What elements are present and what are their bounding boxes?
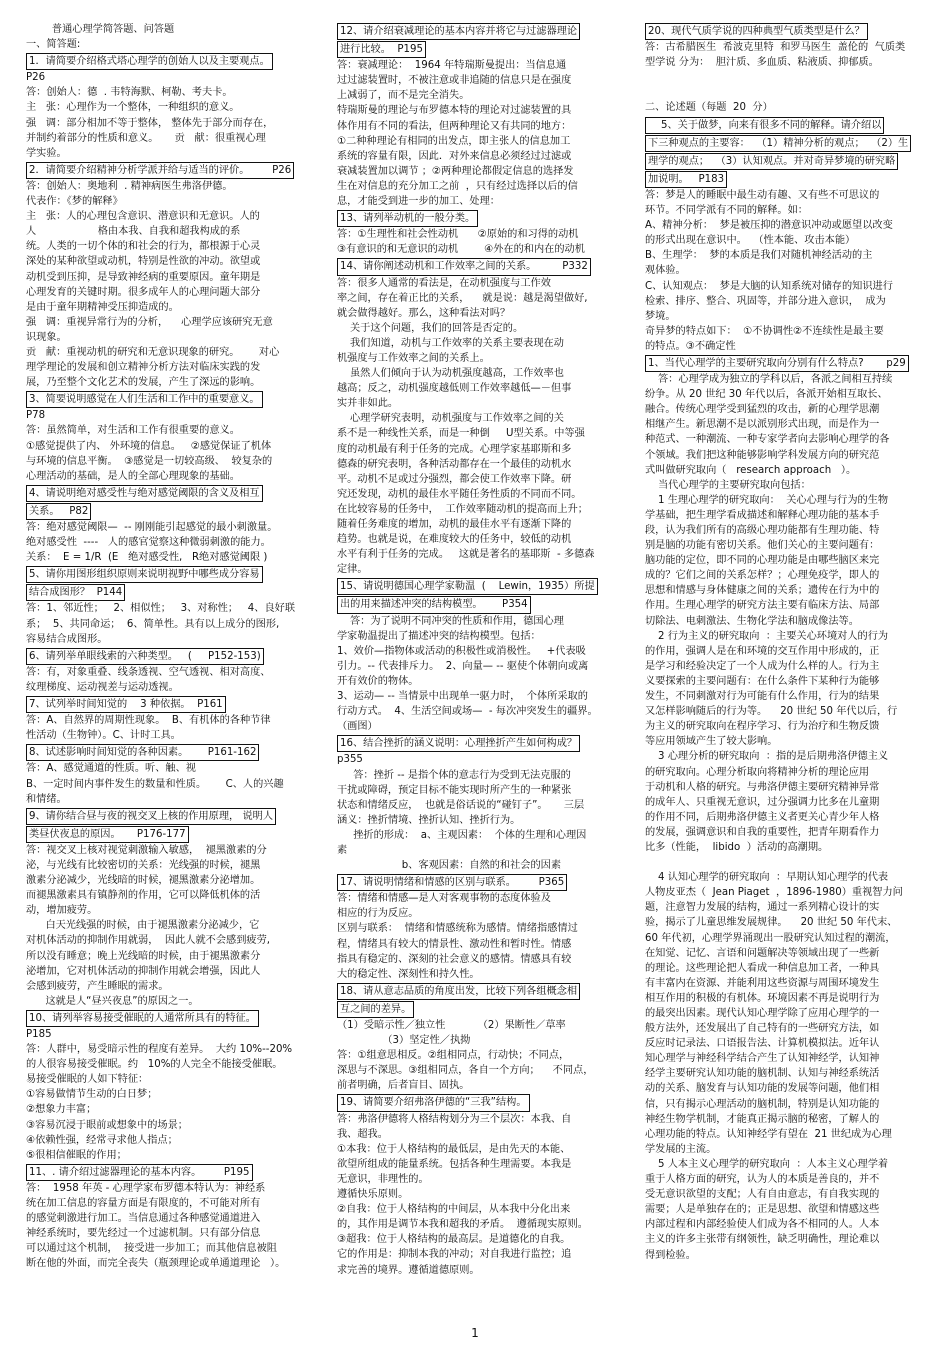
text-line: 的研究取向。心理分析取向将精神分析的理论应用 — [645, 766, 870, 778]
text-line: 的作用不同，后期弗洛伊德主义者更关心青少年人格 — [645, 811, 880, 823]
text-line: 它的作用是：抑制本我的冲动；对自我进行监控；追 — [337, 1249, 572, 1261]
text-line: 答：视交叉上核对视觉刺激输入敏感， 褪黑激素的分 — [26, 844, 267, 856]
text-line: 的发展，强调意识和自我的重要性，把青年期看作力 — [645, 826, 880, 838]
question-heading — [26, 695, 316, 713]
question-heading — [26, 484, 316, 502]
text-line: 验，揭示了儿童思维发展规律。 20 世纪 50 年代末、 — [645, 917, 898, 929]
text-line: 展，乃至整个文化艺术的发展，产生了深远的影响。 — [26, 377, 261, 389]
text-line: 所以没有睡意；晚上光线暗的时候，由于褪黑激素分 — [26, 950, 261, 962]
text-line: 心理功能的特点。认知神经学有望在 21 世纪成为心理 — [645, 1128, 892, 1140]
question-heading — [26, 390, 316, 408]
question-box: 3、简要说明感觉在人们生活和工作中的重要意义。 — [26, 391, 263, 408]
text-line: 机强度与工作效率之间的关系上。 — [337, 352, 490, 364]
question-heading — [26, 161, 316, 179]
text-line: 的人很容易接受催眠。约 10%的人完全不能接受催眠。 — [26, 1059, 283, 1071]
question-box: 13、请列举动机的一般分类。 — [337, 210, 478, 227]
text-line: 为主义的研究取向在程序学习、行为治疗和生物反馈 — [645, 721, 880, 733]
text-line: 行动方式。 4、生活空间或场— - 每次冲突发生的疆界。 — [337, 706, 598, 718]
text-line: 得到检验。 — [645, 1249, 696, 1261]
text-line: （3）坚定性／执拗 — [337, 1035, 471, 1047]
question-box: 1．请简要介绍格式塔心理学的创始人以及主要观点。 — [26, 53, 273, 70]
question-box: 2．请简要介绍精神分析学派并给与适当的评价。 P26 — [26, 162, 294, 179]
text-line: 5 人本主义心理学的研究取向 ：人本主义心理学着 — [645, 1158, 889, 1170]
text-line: 答： 1958 年英 - 心理学家布罗德本特认为：神经系 — [26, 1182, 266, 1194]
text-line: 1、效价—指物体或活动的积极性或消极性。 +代表吸 — [337, 645, 586, 657]
text-line: 水平有利于任务的完成。 这就是著名的基耶斯 - 多德森 — [337, 549, 595, 561]
text-line: ⑤很相信催眠的作用； — [26, 1149, 127, 1161]
text-line: 泌，与光线有比较密切的关系：光线强的时候，褪黑 — [26, 859, 261, 871]
text-line: 心理学研究表明，动机强度与工作效率之间的关 — [337, 413, 564, 425]
text-line: 求完善的境界。遵循道德原则。 — [337, 1264, 480, 1276]
text-line: 个领域。我们把这种能够影响学科发展方向的研究范 — [645, 449, 880, 461]
text-line: 究还发现，动机的最佳水平随任务性质的不同而不同。 — [337, 488, 582, 500]
text-line: ③有意识的和无意识的动机 ④外在的和内在的动机 — [337, 244, 585, 256]
text-line: 学家勒温提出了描述冲突的结构模型。包括： — [337, 630, 541, 642]
text-line: 定律。 — [337, 564, 368, 576]
text-line: 关系： E = 1/R (E 绝对感受性, R绝对感觉阈限 ) — [26, 552, 268, 564]
text-line: 和情绪。 — [26, 793, 67, 805]
text-line: p355 — [337, 754, 363, 766]
question-heading — [337, 577, 609, 595]
text-line: 关于这个问题，我们的回答是否定的。 — [337, 322, 524, 334]
text-line: 理学理论的发展和创立精神分析方法对临床实践的发 — [26, 362, 261, 374]
text-line — [645, 855, 923, 870]
question-box: 15、请说明德国心理学家勒温 ( Lewin，1935）所提 — [337, 578, 598, 595]
text-line: 上减弱了，而不是完全消失。 — [337, 90, 470, 102]
text-line: 干扰或障碍，预定目标不能实现时所产生的一种紧张 — [337, 784, 572, 796]
question-heading — [645, 116, 923, 134]
text-line: 的理论。这些理论把人看成一种信息加工者，一种具 — [645, 962, 880, 974]
text-line: （画图） — [337, 721, 378, 733]
question-heading — [26, 502, 316, 520]
text-line: 检索、排序、整合、巩固等，并部分进入意识， 成为 — [645, 295, 886, 307]
text-line: 反应时记录法、口语报告法、计算机模拟法。近年认 — [645, 1038, 880, 1050]
text-line: 相互作用的积极的有机体。环境因素不再是说明行为 — [645, 992, 880, 1004]
text-line: 需要；人是单独存在的；正是思想、欲望和情感这些 — [645, 1204, 880, 1216]
question-heading — [645, 152, 923, 170]
question-heading — [645, 22, 923, 40]
text-line: 识现象。 — [26, 331, 67, 343]
question-heading — [645, 354, 923, 372]
text-line: 过过滤装置时，不被注意或非追随的信息只是在强度 — [337, 75, 572, 87]
text-line: 人 格由本我、自我和超我构成的系 — [26, 226, 241, 238]
question-box: 20、现代气质学说的四种典型气质类型是什么？ — [645, 23, 868, 40]
question-box: 7、试列举时间知觉的 3 种依据。 P161 — [26, 696, 226, 713]
text-line: 息，才能受到进一步的加工、处理： — [337, 196, 500, 208]
text-line: 义要探索的主要问题有：在什么条件下某种行为能够 — [645, 675, 880, 687]
text-line: 相继产生。新思潮不是以派别形式出现，而是作为一 — [645, 419, 880, 431]
text-line: 而褪黑激素具有镇静剂的作用，它可以降低机体的活 — [26, 890, 261, 902]
text-line: ④依赖性强，经常寻求他人指点； — [26, 1134, 178, 1146]
question-heading — [26, 743, 316, 761]
question-heading — [337, 209, 609, 227]
text-line: 比多（性能， libido ）活动的高潮期。 — [645, 841, 829, 853]
text-line: 遵循快乐原则。 — [337, 1189, 409, 1201]
question-heading — [26, 1163, 316, 1181]
question-heading — [26, 565, 316, 583]
text-line: 开有效价的物体。 — [337, 675, 419, 687]
question-box: 19、请简要介绍弗洛伊德的“三我”结构。 — [337, 1094, 530, 1111]
text-line: C、认知观点： 梦是大脑的认知系统对储存的知识进行 — [645, 280, 893, 292]
question-box: 加说明。 P183 — [645, 171, 727, 188]
text-line: 切除法、电刺激法、生物化学法和脑成像法等。 — [645, 615, 859, 627]
text-line: 可以通过这个机制， 接受进一步加工；而其他信息被阻 — [26, 1243, 277, 1255]
text-line: 我、超我。 — [337, 1128, 388, 1140]
question-box: 5、关于做梦，向来有很多不同的解释。请介绍以 — [645, 117, 884, 134]
text-line: 的成年人、只重视无意识，过分强调力比多在儿童期 — [645, 796, 880, 808]
text-line: 神经系统时，要先经过一个过滤机制。只有部分信息 — [26, 1228, 261, 1240]
text-line: ①容易做情节生动的白日梦； — [26, 1089, 158, 1101]
text-line: 的，其作用是调节本我和超我的矛盾。 遵循现实原则。 — [337, 1219, 588, 1231]
column-left — [26, 22, 316, 1322]
text-line: 绝对感受性 ---- 人的感官觉察这种微弱刺激的能力。 — [26, 537, 271, 549]
text-line: 答：创始人：德 . 韦特海默、柯勒、考夫卡。 — [26, 87, 233, 99]
text-line: 白天光线强的时候，由于褪黑激素分泌减少，它 — [26, 920, 260, 932]
text-line: 特瑞斯曼的理论与布罗德本特的理论对过滤装置的具 — [337, 105, 572, 117]
text-line: 欲望所组成的能量系统。包括各种生理需要。本我是 — [337, 1158, 572, 1170]
text-line: 别是脑的功能有密切关系。他们关心的主要问题有： — [645, 540, 880, 552]
text-line: 随着任务难度的增加，动机的最佳水平有逐渐下降的 — [337, 519, 572, 530]
text-line: A、精神分析： 梦是被压抑的潜意识冲动或愿望以改变 — [645, 220, 893, 232]
text-line: ①二种种理论有相同的出发点，即主张人的信息加工 — [337, 135, 571, 147]
text-line: 重于人格方面的研究，认为人的本质是善良的，并不 — [645, 1174, 880, 1186]
text-line: 易接受催眠的人如下特征： — [26, 1074, 149, 1086]
text-line: ③超我：位于人格结构的最高层。是道德化的自我。 — [337, 1234, 571, 1246]
text-line: 受无意识欲望的支配；人有自由意志，有自我实现的 — [645, 1189, 880, 1201]
question-box: 4、请说明绝对感受性与绝对感觉阈限的含义及相互 — [26, 485, 263, 502]
text-line: 环节。不同学派有不同的解释。如： — [645, 205, 808, 217]
question-heading — [26, 807, 316, 825]
text-line: 答：心理学成为独立的学科以后，各派之间相互持续 — [645, 374, 893, 386]
question-box: 进行比较。 P195 — [337, 41, 426, 58]
text-line: 观体验。 — [645, 265, 686, 277]
question-heading — [337, 595, 609, 613]
text-line: P185 — [26, 1029, 52, 1040]
question-heading — [26, 1009, 316, 1027]
text-line: 普通心理学简答题、问答题 — [26, 24, 175, 35]
question-box: 出的用来描述冲突的结构模型。 P354 — [337, 596, 531, 613]
text-line: 在知觉、记忆、言语和问题解决等领域出现了一些新 — [645, 947, 880, 959]
column-right — [645, 22, 923, 1322]
text-line: 系不是一种线性关系，而是一种倒 U型关系。中等强 — [337, 428, 585, 440]
text-line: 的最突出因素。现代认知心理学除了应用心理学的一 — [645, 1008, 880, 1019]
text-line: 答：A、感觉通道的性质。听、触、视 — [26, 763, 196, 775]
question-heading — [337, 1093, 609, 1111]
question-heading — [26, 825, 316, 843]
text-line: 答：衰减理论： 1964 年特瑞斯曼提出：当信息通 — [337, 60, 567, 72]
text-line: 答：情绪和情感—是人对客观事物的态度体验及 — [337, 893, 551, 905]
question-box: 8、试述影响时间知觉的各种因素。 P161-162 — [26, 744, 259, 761]
text-line: 思想和情感与身体健康之间的关系；遗传在行为中的 — [645, 585, 880, 597]
text-line: P26 — [26, 72, 46, 84]
text-line: 答：绝对感觉阈限— -- 刚刚能引起感觉的最小刺激量。 — [26, 522, 278, 533]
text-line: 二、论述题（每题 20 分） — [645, 102, 773, 114]
text-line: 这就是人“昼兴夜息”的原因之一。 — [26, 995, 199, 1007]
question-box: 11、. 请介绍过滤器理论的基本内容。 P195 — [26, 1164, 253, 1181]
question-box: 17、请说明情绪和情感的区别与联系。 P365 — [337, 874, 567, 891]
text-line: 贡 献：重视动机的研究和无意识现象的研究。 对心 — [26, 346, 280, 358]
text-line: 人物皮亚杰（ Jean Piaget ，1896-1980）重视智力问 — [645, 887, 903, 899]
text-line: 泌增加，它对机体活动的抑制作用就会增强，因此人 — [26, 965, 261, 977]
text-line: 答：梦是人的睡眠中最生动有趣、又有些不可思议的 — [645, 189, 880, 201]
question-heading — [645, 134, 923, 152]
text-line: ②想象力丰富； — [26, 1104, 97, 1116]
text-line: 于动机和人格的研究。与弗洛伊德主要研究精神异常 — [645, 781, 880, 793]
text-line: 信，只有揭示心理活动的脑机制，特别是认知功能的 — [645, 1098, 880, 1110]
text-line: 区别与联系： 情绪和情感统称为感情。情绪指感情过 — [337, 923, 578, 935]
question-box: 理学的观点； （3）认知观点。并对奇异梦境的研究略 — [645, 153, 898, 170]
question-heading — [337, 257, 609, 275]
text-line: 的形式出现在意识中。 （性本能、攻击本能） — [645, 235, 856, 247]
question-heading — [645, 170, 923, 188]
text-line: 答：为了说明不同冲突的性质和作用，德国心理 — [337, 615, 564, 627]
text-line: 程，情绪具有较大的情景性、激动性和暂时性。情感 — [337, 938, 572, 950]
text-line: 融合。传统心理学受到猛烈的攻击，新的心理学思潮 — [645, 404, 880, 416]
text-line: ①本我：位于人格结构的最低层，是由先天的本能、 — [337, 1143, 571, 1155]
question-box: 16、结合挫折的涵义说明：心理挫折产生如何构成？ — [337, 735, 580, 752]
text-line: 生在对信息的充分加工之前 ，只有经过选择以后的信 — [337, 180, 578, 192]
question-heading — [337, 873, 609, 891]
text-line: 题，注意智力发展的结构，通过一系列精心设计的实 — [645, 902, 880, 914]
question-heading — [26, 647, 316, 665]
text-line: 激素分泌减少，光线暗的时候，褪黑激素分泌增加。 — [26, 875, 261, 887]
question-box: 6、请列举单眼线索的六种类型。 ( P152-153) — [26, 648, 264, 665]
question-heading — [26, 583, 316, 601]
text-line: 统。人类的一切个体的和社会的行为，都根源于心灵 — [26, 241, 261, 253]
text-line: 学基础，把生理学看成描述和解释心理功能的基本手 — [645, 509, 880, 521]
text-line: 前者明确，后者盲目、固执。 — [337, 1080, 470, 1092]
text-line: 段，认为我们所有的高级心理功能都有生理功能、特 — [645, 525, 880, 536]
text-line: 动，增加疲劳。 — [26, 905, 98, 917]
text-line: 率之间，存在着正比的关系， 就是说：越是渴望做好, — [337, 292, 588, 304]
text-line: 经学主要研究认知功能的脑机制、认知与神经系统活 — [645, 1068, 880, 1080]
question-box: 9、请你结合昼与夜的视交叉上核的作用原理， 说明人 — [26, 808, 276, 825]
text-line: b、客观因素：自然的和社会的因素 — [337, 860, 562, 872]
text-line: 心理发育的关键时期。很多成年人的心理问题大部分 — [26, 286, 261, 298]
text-line: 答：人群中，易受暗示性的程度有差异。 大约 10%--20% — [26, 1044, 293, 1056]
text-line: 答：虽然简单，对生活和工作有很重要的意义。 — [26, 425, 240, 437]
text-line: ②自我：位于人格结构的中间层，从本我中分化出来 — [337, 1204, 571, 1216]
text-line: 纹理梯度、运动视差与运动透视。 — [26, 681, 179, 693]
text-line: 主 张：人的心理包含意识、潜意识和无意识。人的 — [26, 211, 260, 223]
text-line: B、生理学： 梦的本质是我们对随机神经活动的主 — [645, 250, 873, 262]
text-line: 答：A、自然界的周期性现象。 B、有机体的各种节律 — [26, 715, 271, 727]
text-line: 强 调：重视异常行为的分析， 心理学应该研究无意 — [26, 316, 273, 328]
text-line: 60 年代初，心理学界涌现出一股研究认知过程的潮流， — [645, 932, 896, 944]
text-line: B、一定时间内事件发生的数量和性质。 C、人的兴趣 — [26, 778, 284, 790]
text-line: 答：挫折 -- 是指个体的意志行为受到无法克服的 — [337, 769, 571, 781]
text-line: 答：古希腊医生 希波克里特 和罗马医生 盖伦的 气质类 — [645, 42, 906, 54]
text-line: 有丰富内在资源、并能利用这些资源与周围环境发生 — [645, 977, 880, 989]
question-box: 12、请介绍衰减理论的基本内容并将它与过滤器理论 — [337, 23, 580, 40]
text-line: 纷争。从 20 世纪 30 年代以后，各派开始相互取长、 — [645, 389, 888, 401]
text-line: 发生，不同刺激对行为可能有什么作用，行为的结果 — [645, 691, 880, 703]
text-line: 挫折的形成： a、主观因素： 个体的生理和心理因 — [337, 829, 587, 841]
text-line: 系； 5、共同命运； 6、简单性。具有以上成分的图形, — [26, 618, 280, 630]
text-line: 答：1、邻近性； 2、相似性； 3、对称性； 4、良好联 — [26, 603, 296, 615]
question-heading — [337, 22, 609, 40]
text-line: 无意识，非理性的。 — [337, 1173, 429, 1185]
question-heading — [337, 1000, 609, 1018]
text-line: 系统的容量有限，因此．对外来信息必须经过过滤或 — [337, 150, 572, 162]
text-line: 引力。-- 代表排斥力。 2、向量— -- 驱使个体朝向或离 — [337, 660, 589, 672]
column-middle — [337, 22, 609, 1322]
text-line: 式叫做研究取向（ research approach ）。 — [645, 464, 857, 476]
text-line: 神经生物学机制，才能真正揭示脑的秘密，了解人的 — [645, 1113, 880, 1125]
text-line: 的作用，强调人是在和环境的交互作用中形成的，正 — [645, 645, 880, 657]
text-line: 答：弗洛伊德将人格结构划分为三个层次：本我、自 — [337, 1113, 572, 1125]
text-line: 又怎样影响随后的行为等。 20 世纪 50 年代以后，行 — [645, 706, 898, 718]
text-line: 2 行为主义的研究取向 ：主要关心环境对人的行为 — [645, 630, 889, 642]
text-line: 作用。生理心理学的研究方法主要有临床方法、局部 — [645, 600, 880, 612]
text-line: 3 心理分析的研究取向 ：指的是后期弗洛伊德主义 — [645, 751, 889, 763]
text-line: ③容易沉浸于眼前或想象中的场景； — [26, 1119, 188, 1131]
text-line: 动的关系、脑发育与认知功能的发展等问题，他们相 — [645, 1083, 880, 1095]
text-line: 是学习和经验决定了一个人成为什么样的人。行为主 — [645, 660, 880, 672]
text-line: 的特点。③不确定性 — [645, 340, 736, 352]
text-line: 答：有，对象重叠、线条透视、空气透视、相对高度、 — [26, 666, 271, 678]
text-line: 等应用领域产生了较大影响。 — [645, 736, 778, 748]
question-box: 互之间的差异。 — [337, 1001, 414, 1018]
text-line: 对机体活动的抑制作用就弱， 因此人就不会感到疲劳, — [26, 935, 271, 947]
text-line: 心理活动的基础，是人的全部心理现象的基础。 — [26, 470, 240, 482]
text-line: 一、简答题: — [26, 39, 81, 51]
text-line: 断在他的外面，而完全丧失（瓶颈理论或单通道理论 ）。 — [26, 1258, 286, 1270]
text-line: 种范式、一种潮流、一种专家学者向去影响心理学的各 — [645, 434, 890, 446]
text-line: 当代心理学的主要研究取向包括： — [645, 479, 811, 491]
page-number: 1 — [471, 1326, 479, 1340]
text-line: 的感觉刺激进行加工。当信息通过各种感觉通道进入 — [26, 1213, 261, 1225]
text-line: 1 生理心理学的研究取向： 关心心理与行为的生物 — [645, 494, 889, 506]
text-line: 大的稳定性、深刻性和持久性。 — [337, 968, 480, 980]
text-line: 涵义：挫折情境、挫折认知、挫折行为。 — [337, 814, 521, 826]
text-line: 会感到疲劳，产生睡眠的需求。 — [26, 980, 169, 992]
text-line: 深思与不深思。③组相同点，各自一个方向； 不同点， — [337, 1065, 594, 1077]
text-line: 知心理学与神经科学结合产生了认知神经学，认知神 — [645, 1053, 880, 1065]
text-line: 学发展的主流。 — [645, 1143, 717, 1155]
text-line: 与环境的信息平衡。 ③感觉是一切较高级、 较复杂的 — [26, 455, 273, 467]
question-box: 5、请你用图形组织原则来说明视野中哪些成分容易 — [26, 566, 263, 583]
question-box: 1、当代心理学的主要研究取向分别有什么特点? p29 — [645, 355, 909, 372]
text-line: 性活动（生物钟）。C、计时工具。 — [26, 730, 181, 742]
text-line: 学实验。 — [26, 147, 67, 159]
text-line: 答：①生理性和社会性动机 ②原始的和习得的动机 — [337, 229, 579, 241]
text-line: 答：①组意思相反。②组相同点，行动快；不同点， — [337, 1050, 570, 1062]
text-line: （1）受暗示性／独立性 （2）果断性／草率 — [337, 1020, 566, 1031]
text-line: 4 认知心理学的研究取向 ：早期认知心理学的代表 — [645, 872, 889, 884]
text-line: 答：创始人：奥地利 . 精神病医生弗洛伊德。 — [26, 180, 233, 192]
question-box: 18、请从意志品质的角度出发，比较下列各组概念相 — [337, 983, 580, 1000]
question-heading — [337, 982, 609, 1000]
question-box: 14、请你阐述动机和工作效率之间的关系。 P332 — [337, 258, 591, 275]
text-line: 状态和情绪反应， 也就是俗话说的“碰钉子”。 三层 — [337, 799, 585, 811]
text-line: 就会做得越好。那么，这种看法对吗？ — [337, 307, 511, 319]
text-line: 体作用有不同的看法，但两种理论又有共同的地方： — [337, 120, 572, 132]
question-heading — [26, 52, 316, 70]
text-line: 主 张：心理作为一个整体，一种组织的意义。 — [26, 102, 240, 114]
text-line: 型学说 分为： 胆汁质、多血质、粘液质、抑郁质。 — [645, 57, 879, 69]
text-line: 相应的行为反应。 — [337, 908, 419, 920]
text-line: 并制约着部分的性质和意义。 贡 献：很重视心理 — [26, 132, 266, 144]
text-line: 虽然人们倾向于认为动机强度越高，工作效率也 — [337, 368, 564, 380]
text-line: 衰减装置加以调节 ；②两种理论都假定信息的选择发 — [337, 165, 574, 177]
question-box: 类昼伏夜息的原因。 P176-177 — [26, 826, 189, 843]
question-heading — [337, 734, 609, 752]
question-box: 关系。 P82 — [26, 503, 91, 520]
question-box: 下三种观点的主要容： （1）精神分析的观点； （2）生 — [645, 135, 911, 152]
text-line: 在比较容易的任务中， 工作效率随动机的提高而上升； — [337, 503, 588, 515]
text-line: 平。动机不足或过分强烈，都会使工作效率下降。研 — [337, 473, 572, 485]
text-line: 代表作：《梦的解释》 — [26, 196, 123, 208]
text-line: 是由于童年期精神受压抑造成的。 — [26, 301, 179, 313]
text-line: 我们知道，动机与工作效率的关系主要表现在动 — [337, 337, 564, 349]
text-line: 越高；反之，动机强度越低则工作效率越低—－但事 — [337, 383, 572, 395]
text-line: 奇异梦的特点如下： ①不协调性②不连续性是最主要 — [645, 325, 884, 337]
text-line: 德森的研究表明，各种活动都存在一个最佳的动机水 — [337, 458, 572, 470]
text-line: 趋势。也就是说，在难度较大的任务中，较低的动机 — [337, 534, 572, 546]
text-line: P78 — [26, 410, 46, 422]
text-line: 成的？它们之间的关系怎样？；心理免疫学，即人的 — [645, 570, 880, 582]
text-line — [645, 70, 923, 85]
text-line: 实并非如此。 — [337, 398, 399, 410]
text-line: ①感觉提供了内、 外环境的信息。 ②感觉保证了机体 — [26, 440, 272, 452]
text-line: 容易结合成图形。 — [26, 633, 108, 645]
text-line: 3、运动— -- 当情景中出现单一驱力时， 个体所采取的 — [337, 691, 588, 703]
text-line: 动机受到压抑，是导致神经病的重要原因。童年期是 — [26, 271, 261, 283]
text-line: 强 调：部分相加不等于整体， 整体先于部分而存在， — [26, 117, 274, 129]
question-box: 结合成图形？ P144 — [26, 584, 125, 601]
text-line: 主义的许多主张带有纲领性，缺乏明确性，理论难以 — [645, 1234, 880, 1246]
question-box: 10、请列举容易接受催眠的人通常所具有的特征。 — [26, 1010, 259, 1027]
text-line: 梦境。 — [645, 310, 676, 322]
text-line: 深处的某种欲望或动机，特别是性欲的冲动。欲望或 — [26, 256, 261, 268]
question-heading — [337, 40, 609, 58]
text-line: 内部过程和内部经验使人们成为各不相同的人。人本 — [645, 1219, 880, 1231]
text-line: 统在加工信息的容量方面是有限度的，不可能对所有 — [26, 1198, 261, 1210]
text-line: 素 — [337, 844, 348, 856]
text-line: 般方法外，还发展出了自己特有的一些研究方法，如 — [645, 1023, 880, 1035]
text-line — [645, 85, 923, 100]
text-line: 度的动机最有利于任务的完成。心理学家基耶斯和多 — [337, 443, 572, 455]
text-line: 答：很多人通常的看法是，在动机强度与工作效 — [337, 277, 551, 289]
text-line: 脑功能的定位，即不同的心理功能是由哪些脑区来完 — [645, 555, 880, 567]
text-line: 指具有稳定的、深刻的社会意义的感情。情感具有较 — [337, 953, 572, 965]
